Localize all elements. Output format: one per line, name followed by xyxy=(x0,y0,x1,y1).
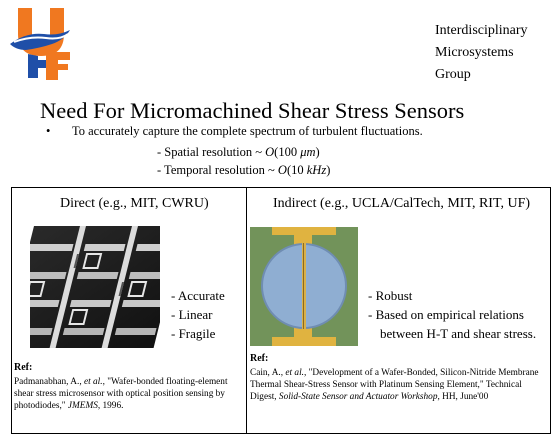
direct-prop-fragile: - Fragile xyxy=(171,326,216,341)
group-name-line1: Interdisciplinary xyxy=(435,23,528,38)
indirect-ref-body: , "Development of a Wafer-Bonded, Silicon-Nitride Membrane Thermal Shear-Stress Sensor with Platinum Sensing Element," Technical Digest, xyxy=(250,368,539,402)
direct-ref-label: Ref: xyxy=(14,362,33,373)
temporal-resolution xyxy=(157,163,330,178)
direct-prop-linear: - Linear xyxy=(171,307,213,322)
indirect-prop-ht-shear: between H-T and shear stress. xyxy=(380,326,537,341)
indirect-prop-empirical: - Based on empirical relations xyxy=(368,307,524,322)
direct-ref-year: , 1996. xyxy=(97,401,124,411)
spatial-o: O xyxy=(265,145,275,159)
spatial-close: ) xyxy=(315,145,320,159)
indirect-reference xyxy=(250,367,546,403)
group-name-line2: Microsystems xyxy=(435,45,514,60)
slide-title: Need For Micromachined Shear Stress Sensors xyxy=(40,98,465,123)
column-divider xyxy=(246,187,247,434)
indirect-heading: Indirect (e.g., UCLA/CalTech, MIT, RIT, UF) xyxy=(273,196,531,211)
spatial-resolution xyxy=(157,145,320,160)
indirect-ref-author: Cain, A., xyxy=(250,368,286,378)
direct-heading: Direct (e.g., MIT, CWRU) xyxy=(60,196,209,211)
bullet-point xyxy=(46,124,423,139)
temporal-close: ) xyxy=(326,163,331,177)
direct-ref-etal: et al. xyxy=(83,377,103,387)
direct-ref-journal: JMEMS xyxy=(67,401,98,411)
group-name-line3: Group xyxy=(435,67,471,82)
indirect-ref-tail: , HH, June'00 xyxy=(437,392,489,402)
bullet-text: To accurately capture the complete spectrum of turbulent fluctuations. xyxy=(72,124,423,138)
uf-gator-logo-icon xyxy=(6,4,76,82)
direct-sensor-micrograph xyxy=(30,226,160,348)
direct-prop-accurate: - Accurate xyxy=(171,288,225,303)
group-name xyxy=(435,20,528,86)
temporal-value: (10 xyxy=(286,163,307,177)
indirect-ref-etal: et al. xyxy=(285,368,304,378)
direct-properties xyxy=(171,286,225,343)
indirect-prop-robust: - Robust xyxy=(368,288,413,303)
indirect-sensor-micrograph xyxy=(250,227,358,346)
spatial-unit: μm xyxy=(300,145,316,159)
direct-ref-author: Padmanabhan, A., xyxy=(14,377,84,387)
temporal-prefix: - Temporal resolution ~ xyxy=(157,163,278,177)
indirect-ref-venue: Solid-State Sensor and Actuator Workshop xyxy=(278,392,438,402)
direct-reference xyxy=(14,376,242,412)
spatial-prefix: - Spatial resolution ~ xyxy=(157,145,266,159)
direct-ref-body: , "Wafer-bonded floating-element shear stress microsensor with optical position sensing by photodiodes," xyxy=(14,377,228,411)
temporal-unit: kHz xyxy=(306,163,327,177)
bullet-symbol: • xyxy=(46,124,51,138)
indirect-ref-label: Ref: xyxy=(250,353,269,364)
indirect-properties xyxy=(368,286,536,343)
temporal-o: O xyxy=(277,163,287,177)
spatial-value: (100 xyxy=(274,145,301,159)
